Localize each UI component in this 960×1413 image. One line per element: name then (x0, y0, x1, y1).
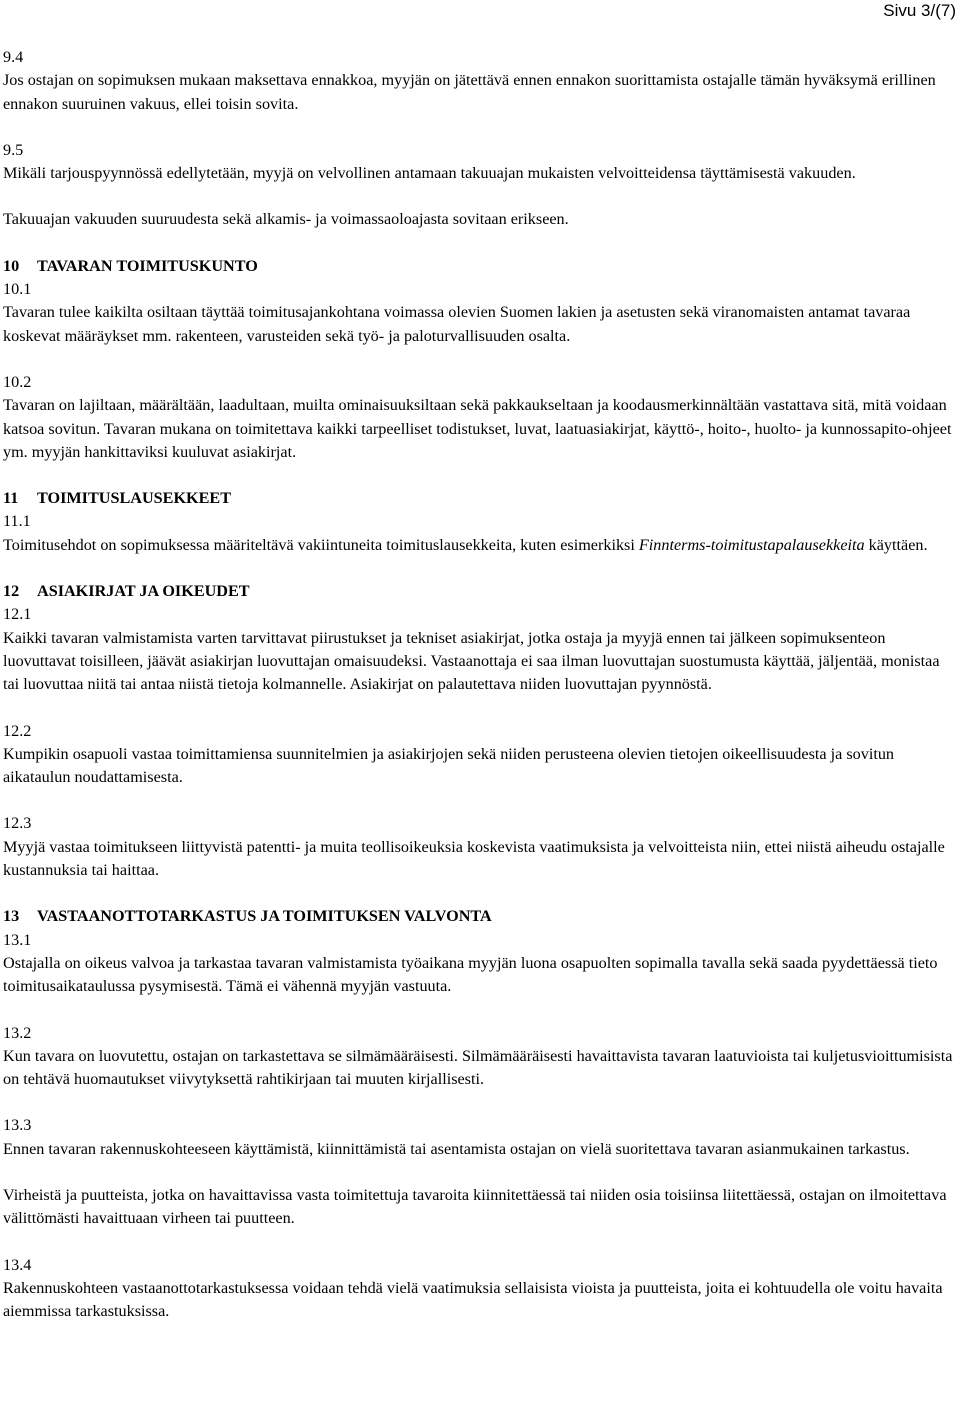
section-heading-11 (3, 487, 957, 510)
clause-text: Tavaran tulee kaikilta osiltaan täyttää toimitusajankohtana voimassa olevien Suomen lakien ja asetusten sekä viranomaisten antamat tavaraa koskevat määräykset mm. rakenteen, varusteiden sekä työ- ja paloturvallisuuden osalta. (3, 303, 911, 345)
clause-text: Takuuajan vakuuden suuruudesta sekä alkamis- ja voimassaoloajasta sovitaan erikseen. (3, 210, 569, 229)
clause-12-3 (3, 812, 957, 882)
clause-number: 13.4 (3, 1255, 32, 1274)
clause-9-4 (3, 46, 957, 116)
clause-text-italic: Finnterms-toimitustapalausekkeita (638, 535, 865, 554)
section-title: TAVARAN TOIMITUSKUNTO (37, 256, 258, 275)
clause-13-2 (3, 1022, 957, 1092)
clause-9-5 (3, 139, 957, 232)
clause-text (3, 534, 957, 557)
section-heading-10 (3, 255, 957, 278)
clause-text: Ostajalla on oikeus valvoa ja tarkastaa tavaran valmistamista työaikana myyjän luona osapuolten sopimalla tavalla sekä saada pyydettäessä tieto toimitusaikataulussa pysymisestä. Tämä ei vähennä myyjän vastuuta. (3, 953, 938, 996)
section-heading-13 (3, 905, 957, 928)
section-number: 12 (3, 582, 20, 601)
clause-text-before: Toimitusehdot on sopimuksessa määriteltävä vakiintuneita toimituslausekkeita, kuten esimerkiksi (3, 535, 639, 554)
clause-text: Myyjä vastaa toimitukseen liittyvistä patentti- ja muita teollisoikeuksia koskevista vaatimuksista ja velvoitteista niin, ettei niistä aiheudu ostajalle kustannuksia tai haittaa. (3, 837, 945, 880)
clause-text: Kumpikin osapuoli vastaa toimittamiensa suunnitelmien ja asiakirjojen sekä niiden perusteena olevien tietojen oikeellisuudesta ja sovitun aikataulun noudattamisesta. (3, 744, 895, 787)
clause-text-after: käyttäen. (864, 535, 928, 554)
clause-text: Tavaran on lajiltaan, määrältään, laadultaan, muilta ominaisuuksiltaan sekä pakkaukseltaan ja koodausmerkinnältään vastattava sitä, mitä voidaan katsoa sovitun. Tavaran mukana on toimitettava kaikki tarpeelliset todistukset, luvat, laatuasiakirjat, käyttö-, hoito-, huolto- ja kunnossapito-ohjeet ym. myyjän hankittaviksi kuuluvat asiakirjat. (3, 396, 952, 461)
clause-text: Kun tavara on luovutettu, ostajan on tarkastettava se silmämääräisesti. Silmämääräisesti havaittavista tavaran laatuvioista tai kuljetusvioittumisista on tehtävä huomautukset viivytyksettä rahtikirjaan tai muuten kirjallisesti. (3, 1046, 953, 1089)
clause-number: 11.1 (3, 512, 31, 531)
section-title: VASTAANOTTOTARKASTUS JA TOIMITUKSEN VALVONTA (37, 907, 492, 926)
clause-number: 12.3 (3, 814, 32, 833)
clause-number: 13.2 (3, 1023, 32, 1042)
clause-number: 12.1 (3, 605, 32, 624)
section-number: 11 (3, 489, 19, 508)
clause-11-1 (3, 510, 957, 557)
clause-number: 12.2 (3, 721, 32, 740)
section-number: 13 (3, 907, 20, 926)
clause-number: 13.1 (3, 930, 32, 949)
clause-12-1 (3, 603, 957, 696)
clause-number: 9.4 (3, 48, 24, 66)
clause-text: Ennen tavaran rakennuskohteeseen käyttämistä, kiinnittämistä tai asentamista ostajan on vielä suoritettava tavaran asianmukainen tarkastus. (3, 1139, 910, 1158)
clause-13-4 (3, 1254, 957, 1324)
section-title: ASIAKIRJAT JA OIKEUDET (37, 582, 250, 601)
clause-text: Virheistä ja puutteista, jotka on havaittavissa vasta toimitettuja tavaroita kiinnitettäessä tai niiden osia toisiinsa liitettäessä, ostajan on ilmoitettava välittömästi havaittuaan virheen tai puutteen. (3, 1185, 947, 1228)
section-heading-12 (3, 580, 957, 603)
clause-13-1 (3, 929, 957, 999)
clause-number: 13.3 (3, 1116, 32, 1135)
clause-number: 10.2 (3, 372, 32, 391)
section-title: TOIMITUSLAUSEKKEET (37, 489, 232, 508)
clause-number: 9.5 (3, 140, 24, 159)
page-number: Sivu 3/(7) (883, 1, 956, 20)
clause-text: Rakennuskohteen vastaanottotarkastuksessa voidaan tehdä vielä vaatimuksia sellaisista vioista ja puutteista, joita ei kohtuudella ole voitu havaita aiemmissa tarkastuksissa. (3, 1278, 943, 1321)
clause-10-1 (3, 278, 957, 348)
clause-text: Mikäli tarjouspyynnössä edellytetään, myyjä on velvollinen antamaan takuuajan mukaisten velvoitteidensa täyttämisestä vakuuden. (3, 164, 856, 183)
section-number: 10 (3, 256, 20, 275)
clause-10-2 (3, 371, 957, 464)
clause-text: Jos ostajan on sopimuksen mukaan maksettava ennakkoa, myyjän on jätettävä ennen ennakon suorittamista ostajalle tämän hyväksymä erillinen ennakon suuruinen vakuus, ellei toisin sovita. (3, 71, 936, 113)
clause-12-2 (3, 720, 957, 790)
clause-number: 10.1 (3, 280, 32, 299)
clause-text: Kaikki tavaran valmistamista varten tarvittavat piirustukset ja tekniset asiakirjat, jotka ostaja ja myyjä ennen tai jälkeen sopimuksenteon luovuttavat toisilleen, jäävät asiakirjan luovuttajan omaisuudeksi. Vastaanottaja ei saa ilman luovuttajan suostumusta käyttää, jäljentää, monistaa tai luovuttaa niitä tai antaa niistä tietoja kolmannelle. Asiakirjat on palautettava niiden luovuttajan pyynnöstä. (3, 628, 940, 694)
clause-13-3 (3, 1114, 957, 1230)
document-body (3, 46, 957, 1323)
